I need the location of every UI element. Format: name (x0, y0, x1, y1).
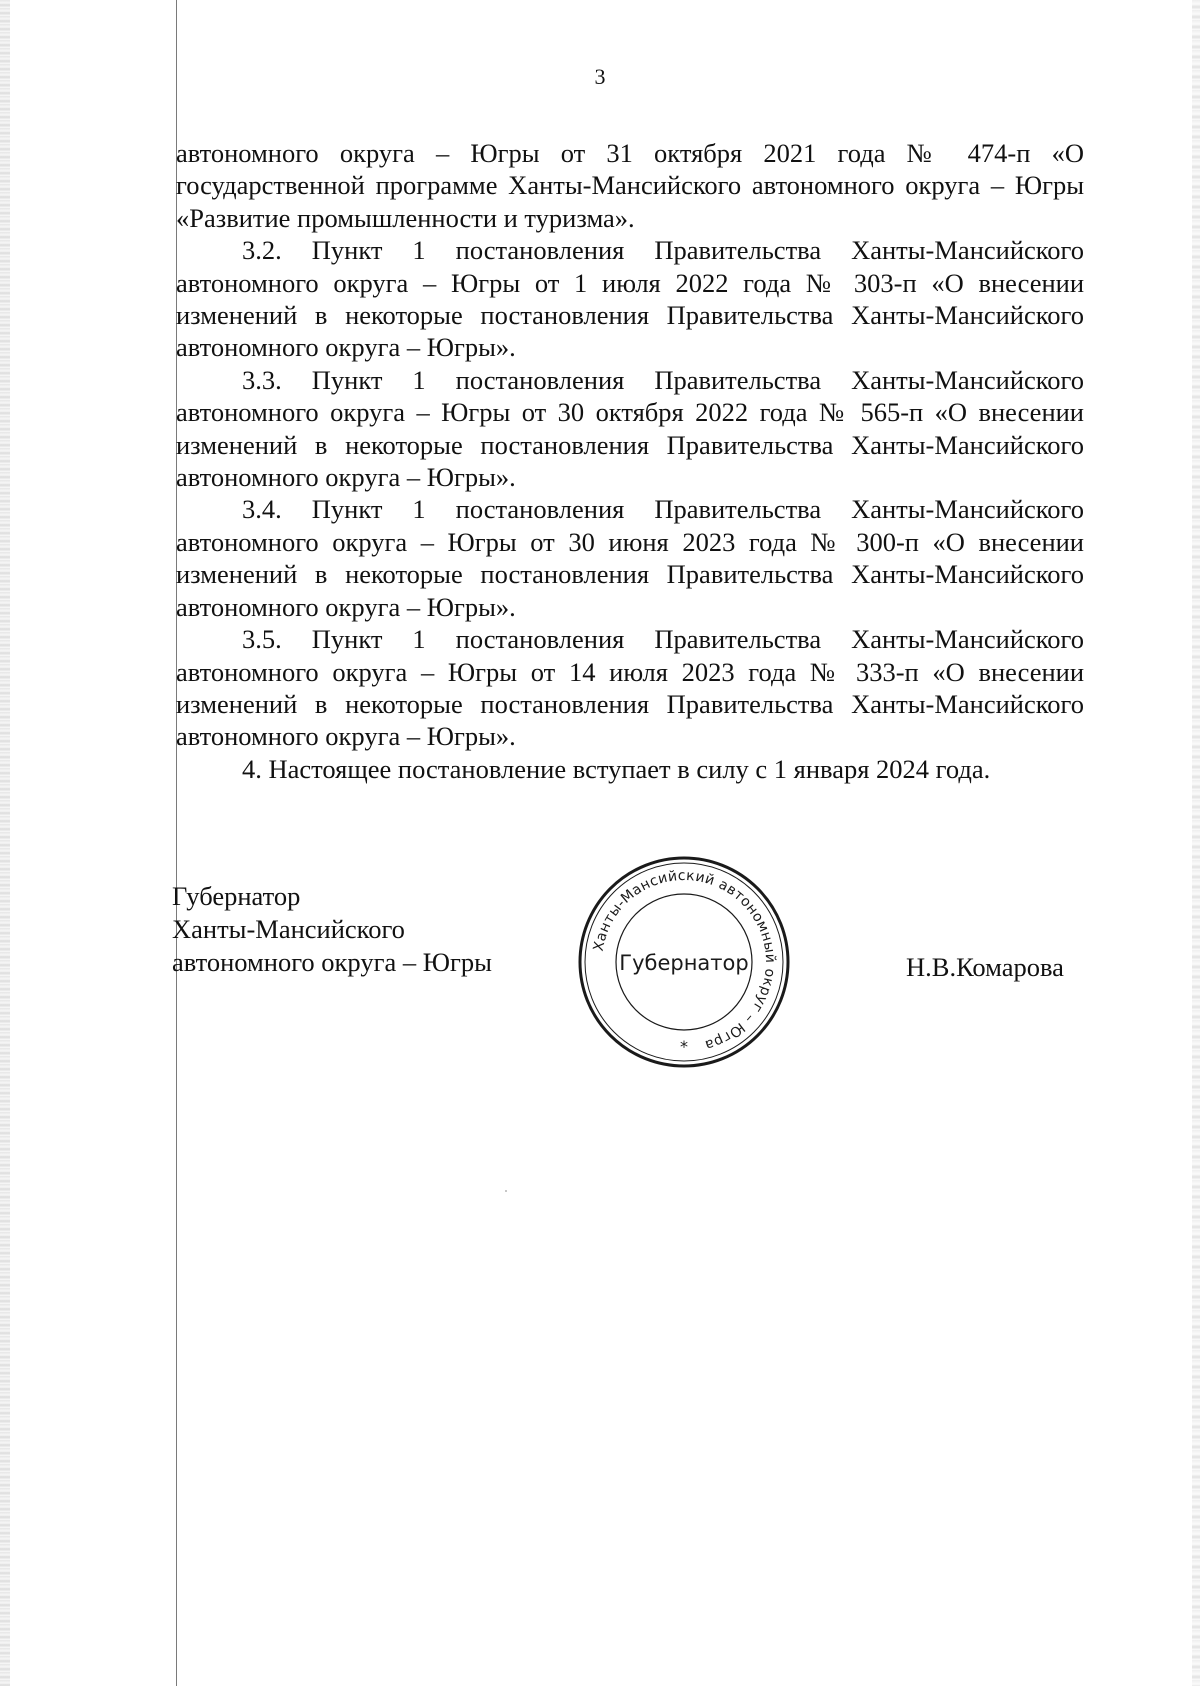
seal-ring-text: Ханты-Мансийский автономный округ – Югра (590, 867, 779, 1054)
seal-center-text: Губернатор (619, 951, 749, 975)
paragraph-item-3-2: 3.2. Пункт 1 постановления Правительства Ханты-Мансийского автономного округа – Югры от 1 июля 2022 года № 303-п «О внесении изменений в некоторые постановления Правительства Ханты-Мансийского автономного округа – Югры». (176, 235, 1084, 363)
signatory-title-line: Губернатор (172, 881, 301, 911)
paragraph-item-4: 4. Настоящее постановление вступает в силу с 1 января 2024 года. (242, 753, 991, 784)
paragraph-continuation: автономного округа – Югры от 31 октября 2021 года № 474-п «О государственной программе Ханты-Мансийского автономного округа – Югры «Развитие промышленности и туризма». (176, 138, 1084, 233)
paragraph-item-3-4: 3.4. Пункт 1 постановления Правительства Ханты-Мансийского автономного округа – Югры от 30 июня 2023 года № 300-п «О внесении изменений в некоторые постановления Правительства Ханты-Мансийского автономного округа – Югры». (176, 494, 1084, 622)
page-number: 3 (594, 64, 606, 89)
scan-edge-left (0, 0, 10, 1686)
paragraph-item-3-5: 3.5. Пункт 1 постановления Правительства Ханты-Мансийского автономного округа – Югры от 14 июля 2023 года № 333-п «О внесении изменений в некоторые постановления Правительства Ханты-Мансийского автономного округа – Югры». (176, 624, 1084, 752)
document-body (176, 137, 1084, 785)
signatory-title (172, 880, 492, 979)
signatory-name: Н.В.Комарова (906, 952, 1064, 982)
official-seal (574, 852, 794, 1072)
scan-edge-right (1192, 0, 1200, 1686)
paragraph-item-3-3: 3.3. Пункт 1 постановления Правительства Ханты-Мансийского автономного округа – Югры от 30 октября 2022 года № 565-п «О внесении изменений в некоторые постановления Правительства Ханты-Мансийского автономного округа – Югры». (176, 364, 1084, 493)
scan-speck (505, 1190, 507, 1192)
signatory-title-line: Ханты-Мансийского (172, 914, 405, 944)
signatory-title-line: автономного округа – Югры (172, 947, 492, 977)
seal-star: * (680, 1037, 688, 1056)
